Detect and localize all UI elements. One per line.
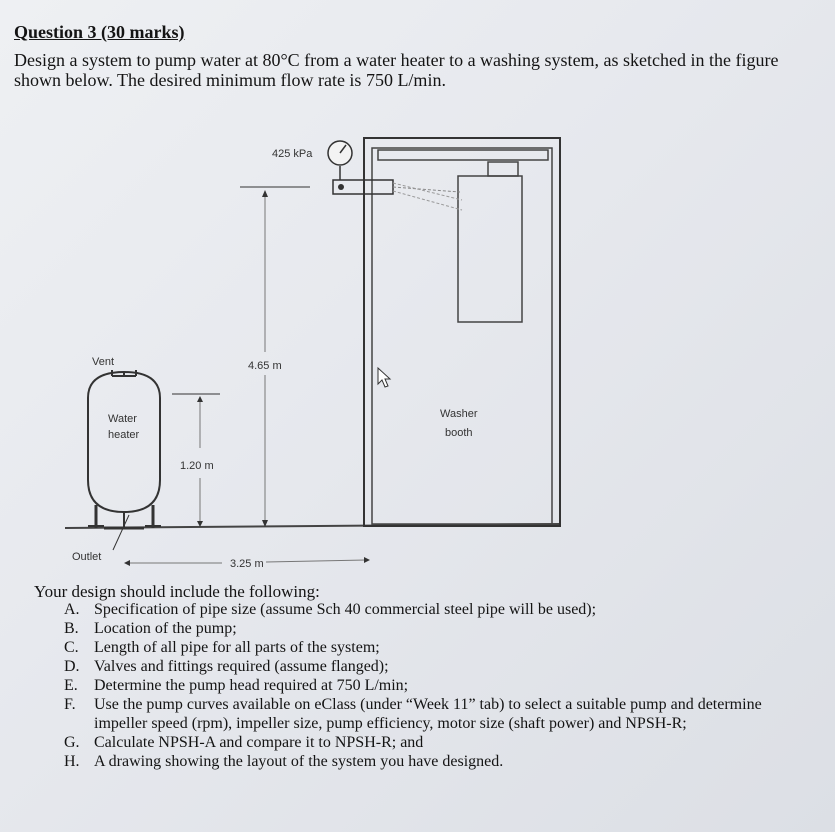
vent-label: Vent <box>92 356 115 368</box>
list-item <box>64 638 784 657</box>
list-item <box>64 676 784 695</box>
spray-header <box>333 166 462 210</box>
item-text: Location of the pump; <box>94 620 237 637</box>
item-text: A drawing showing the layout of the system you have designed. <box>94 753 504 770</box>
mouse-cursor-icon <box>378 368 390 387</box>
list-item <box>64 619 784 638</box>
item-text: Valves and fittings required (assume flanged); <box>94 658 389 675</box>
item-text: Specification of pipe size (assume Sch 40 commercial steel pipe will be used); <box>94 601 597 618</box>
question-title: Question 3 (30 marks) <box>14 22 185 42</box>
item-letter: A. <box>64 601 80 618</box>
distance-label: 3.25 m <box>230 558 264 570</box>
item-letter: G. <box>64 734 80 751</box>
pressure-gauge-icon <box>328 141 352 165</box>
heater-height-label: 1.20 m <box>180 460 214 472</box>
item-letter: F. <box>64 696 76 713</box>
list-item <box>64 695 784 733</box>
item-letter: C. <box>64 639 79 656</box>
heater-label-1: Water <box>108 413 137 425</box>
lift-height-dimension <box>240 187 310 527</box>
list-item <box>64 733 784 752</box>
requirements-list <box>64 600 784 771</box>
lift-height-label: 4.65 m <box>248 360 282 372</box>
list-item <box>64 752 784 771</box>
item-letter: H. <box>64 753 80 770</box>
list-item <box>64 600 784 619</box>
list-item <box>64 657 784 676</box>
pressure-label: 425 kPa <box>272 148 313 160</box>
water-heater-tank <box>88 372 161 528</box>
outlet-label: Outlet <box>72 551 102 563</box>
washer-label-1: Washer <box>440 408 478 420</box>
heater-label-2: heater <box>108 429 140 441</box>
item-text: Calculate NPSH-A and compare it to NPSH-R; and <box>94 734 424 751</box>
question-intro: Design a system to pump water at 80°C from a water heater to a washing system, as sketched in the figure shown below. The desired minimum flow rate is 750 L/min. <box>14 50 779 90</box>
requirements-heading: Your design should include the following: <box>34 582 320 601</box>
washer-label-2: booth <box>445 427 473 439</box>
item-letter: D. <box>64 658 80 675</box>
item-text: Length of all pipe for all parts of the system; <box>94 639 380 656</box>
item-text: Determine the pump head required at 750 L/min; <box>94 677 409 694</box>
washer-booth <box>364 138 560 526</box>
item-letter: B. <box>64 620 79 637</box>
item-text: Use the pump curves available on eClass (under “Week 11” tab) to select a suitable pump and determine impeller speed (rpm), impeller size, pump efficiency, motor size (shaft power) and NPSH-R; <box>94 696 762 732</box>
item-letter: E. <box>64 677 78 694</box>
outlet-leader <box>113 515 129 550</box>
